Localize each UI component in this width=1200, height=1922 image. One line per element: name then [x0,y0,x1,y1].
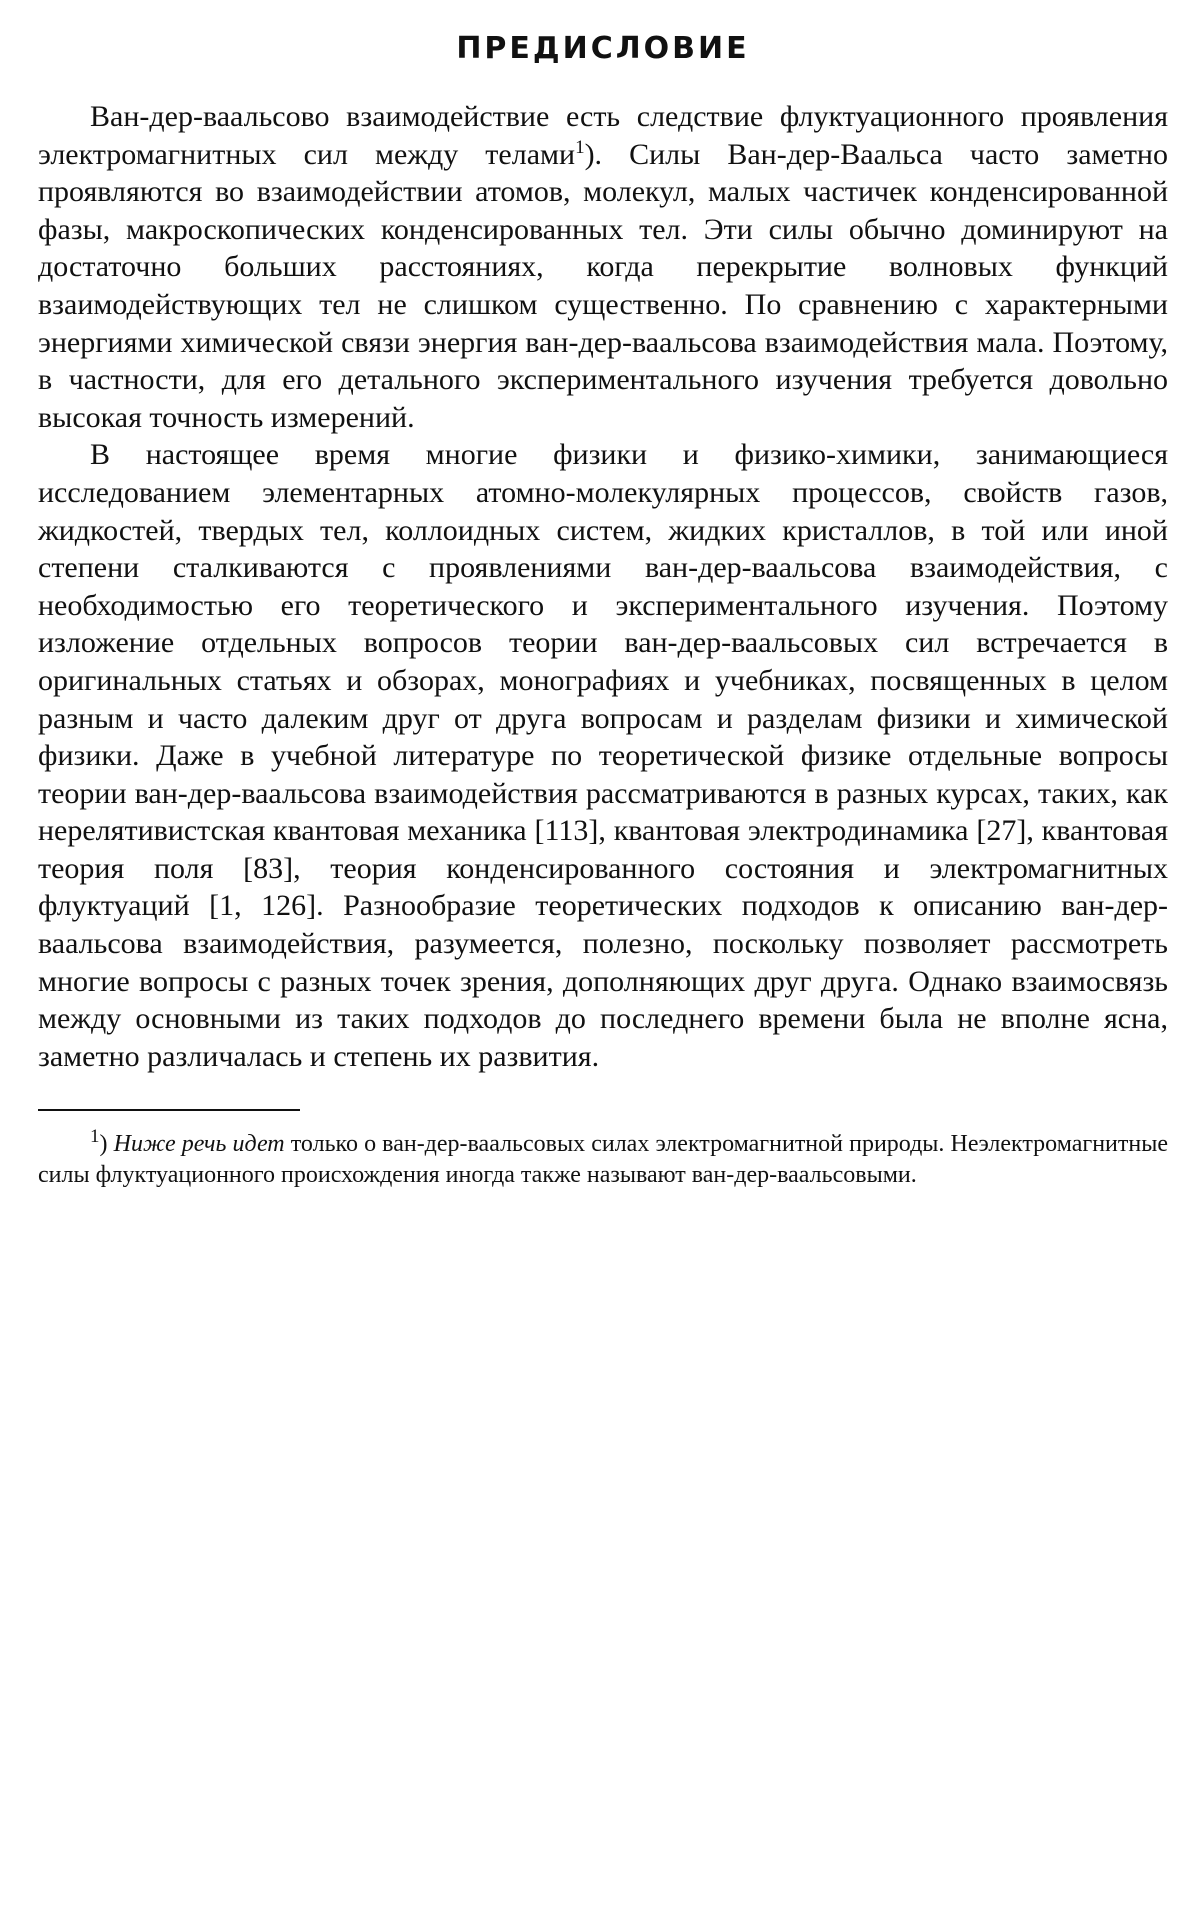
footnote: $^1$) Ниже речь идет только о ван-дер-ваальсовых силах электромагнитной природы. Неэлектромагнитные силы флуктуационного происхождения иногда также называют ван-дер-ваальсовыми. [38,1126,1169,1189]
footnote-marker: 1 [90,1126,100,1148]
paragraph-2: В настоящее время многие физики и физико-химики, занимающиеся исследованием элементарных атомно-молекулярных процессов, свойств газов, жидкостей, твердых тел, коллоидных систем, жидких кристаллов, в той или иной степени сталкиваются с проявлениями ван-дер-ваальсова взаимодействия, с необходимостью его теоретического и экспериментального изучения. Поэтому изложение отдельных вопросов теории ван-дер-ваальсовых сил встречается в оригинальных статьях и обзорах, монографиях и учебниках, посвященных в целом разным и часто далеким друг от друга вопросам и разделам физики и химической физики. Даже в учебной литературе по теоретической физике отдельные вопросы теории ван-дер-ваальсова взаимодействия рассматриваются в разных курсах, таких, как нерелятивистская квантовая механика [113], квантовая электродинамика [27], квантовая теория поля [83], теория конденсированного состояния и электромагнитных флуктуаций [1, 126]. Разнообразие теоретических подходов к описанию ван-дер-ваальсова взаимодействия, разумеется, полезно, поскольку позволяет рассмотреть многие вопросы с разных точек зрения, дополняющих друг друга. Однако взаимосвязь между основными из таких подходов до последнего времени была не вполне ясна, заметно различалась и степень их развития. [38,438,1168,1073]
paragraph-1 [38,98,1168,436]
footnote-lead: Ниже речь идет [113,1131,285,1158]
page [38,24,1168,1191]
paragraph-1-rest: ). Силы Ван-дер-Ваальса часто заметно проявляются во взаимодействии атомов, молекул, малых частичек конденсированной фазы, макроскопических конденсированных тел. Эти силы обычно доминируют на достаточно больших расстояниях, когда перекрытие волновых функций взаимодействующих тел не слишком существенно. По сравнению с характерными энергиями химической связи энергия ван-дер-ваальсова взаимодействия мала. Поэтому, в частности, для его детального экспериментального изучения требуется довольно высокая точность измерений. [38,137,1168,434]
page-title: ПРЕДИСЛОВИЕ [456,31,750,66]
footnote-divider [38,1109,300,1111]
footnote-text: только о ван-дер-ваальсовых силах электромагнитной природы. Неэлектромагнитные силы флуктуационного происхождения иногда также называют ван-дер-ваальсовыми. [38,1131,1169,1189]
footnote-reference[interactable]: 1 [575,136,585,158]
paragraph-1-start: Ван-дер-ваальсово взаимодействие есть следствие флуктуационного проявления электромагнитных сил между телами [38,100,1168,171]
